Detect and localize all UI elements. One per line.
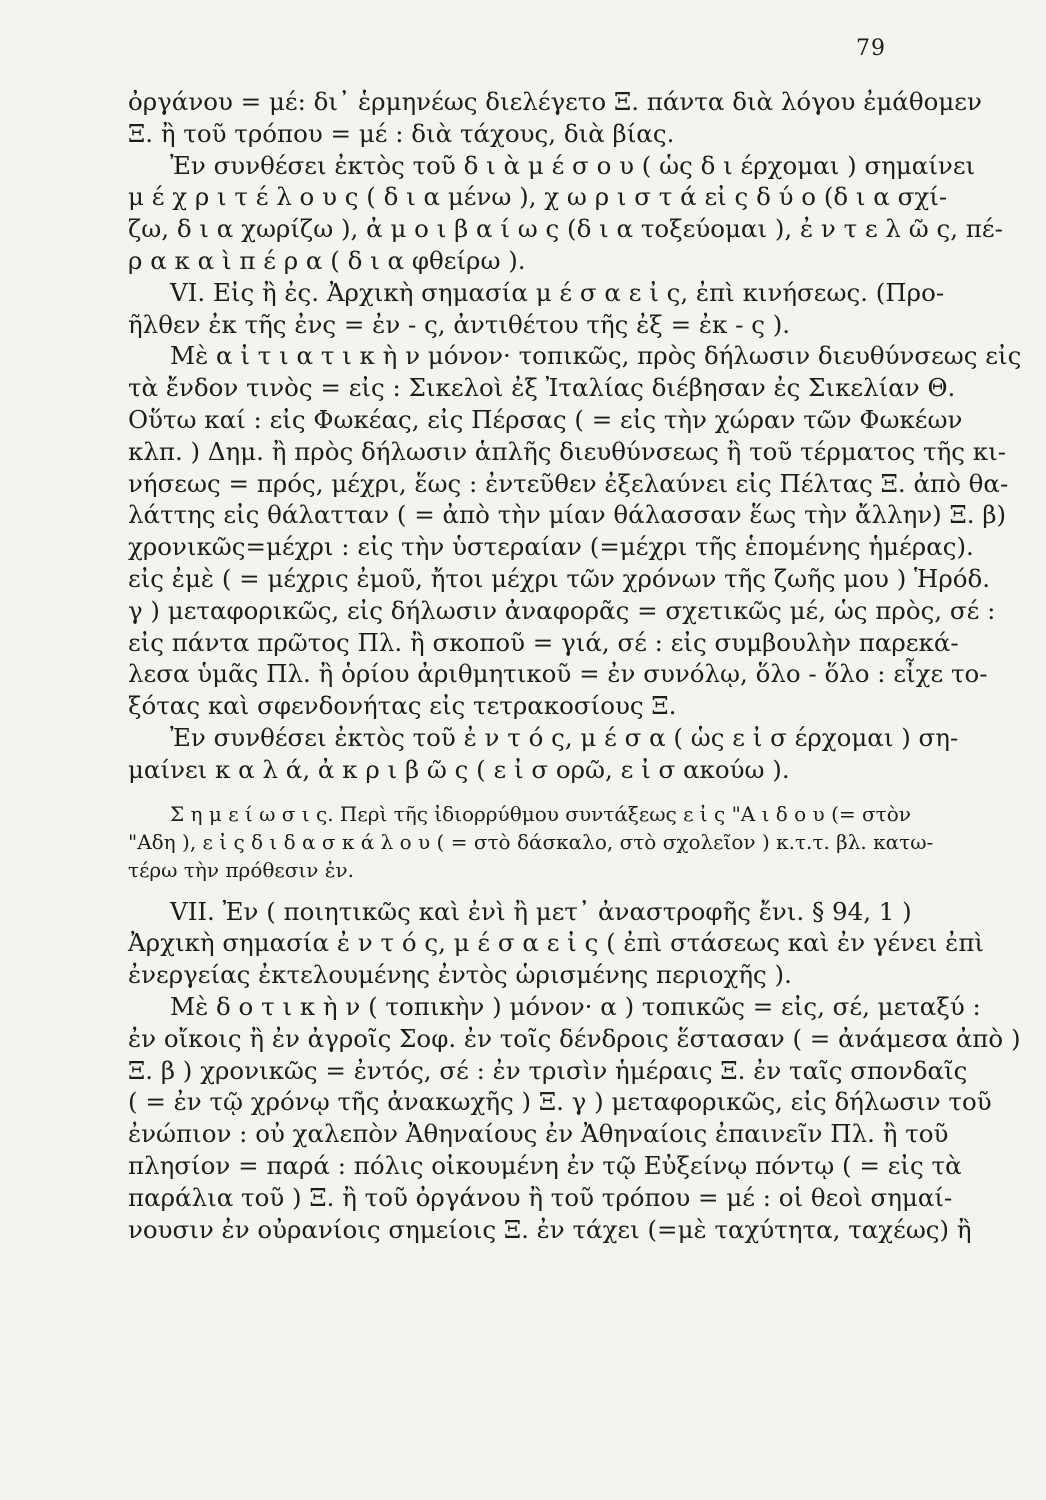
text-line: εἰς ἐμὲ ( = μέχρις ἐμοῦ, ἤτοι μέχρι τῶν χρόνων τῆς ζωῆς μου ) Ἡρόδ. <box>128 563 991 593</box>
text-line: γ ) μεταφορικῶς, εἰς δήλωσιν ἀναφορᾶς = σχετικῶς μέ, ὡς πρὸς, σέ : <box>128 595 996 625</box>
text-line: Οὕτω καί : εἰς Φωκέας, εἰς Πέρσας ( = εἰς τὴν χώραν τῶν Φωκέων <box>128 404 963 434</box>
text-line: ζω, δ ι α χωρίζω ), ἀ μ ο ι β α ί ω ς (δ ι α τοξεύομαι ), ἐ ν τ ε λ ῶ ς, πέ- <box>128 214 1003 244</box>
text-line: χρονικῶς=μέχρι : εἰς τὴν ὑστεραίαν (=μέχρι τῆς ἑπομένης ἡμέρας). <box>128 532 974 562</box>
text-line: νουσιν ἐν οὐρανίοις σημείοις Ξ. ἐν τάχει (=μὲ ταχύτητα, ταχέως) ἢ <box>128 1214 972 1244</box>
text-line: κλπ. ) Δημ. ἢ πρὸς δήλωσιν ἁπλῆς διευθύνσεως ἢ τοῦ τέρματος τῆς κι- <box>128 436 1006 466</box>
text-line: VII. Ἐν ( ποιητικῶς καὶ ἐνὶ ἢ μετ᾿ ἀναστροφῆς ἔνι. § 94, 1 ) <box>170 896 912 926</box>
text-line: VI. Εἰς ἢ ἐς. Ἀρχικὴ σημασία μ έ σ α ε ἰ ς, ἐπὶ κινήσεως. (Προ- <box>170 277 945 307</box>
text-line: Ἐν συνθέσει ἐκτὸς τοῦ δ ι ὰ μ έ σ ο υ ( ὡς δ ι έρχομαι ) σημαίνει <box>170 150 976 180</box>
text-line: λάττης εἰς θάλατταν ( = ἀπὸ τὴν μίαν θάλασσαν ἕως τὴν ἄλλην) Ξ. β) <box>128 500 1007 530</box>
text-line: ἐνεργείας ἐκτελουμένης ἐντὸς ὡρισμένης περιοχῆς ). <box>128 960 792 990</box>
note-line: Σ η μ ε ί ω σ ι ς. Περὶ τῆς ἰδιορρύθμου συντάξεως ε ἰ ς "Α ι δ ο υ (= στὸν <box>170 801 911 826</box>
text-line: μαίνει κ α λ ά, ἀ κ ρ ι β ῶ ς ( ε ἰ σ ορῶ, ε ἰ σ ακούω ). <box>128 754 790 784</box>
note-line: τέρω τὴν πρόθεσιν ἐν. <box>128 857 355 882</box>
section-heading-paragraph <box>128 896 985 991</box>
paragraph <box>128 150 1003 277</box>
text-line: Ξ. β ) χρονικῶς = ἐντός, σέ : ἐν τρισὶν ἡμέραις Ξ. ἐν ταῖς σπονδαῖς <box>128 1055 968 1085</box>
page-number: 79 <box>856 36 886 61</box>
section-heading-paragraph <box>128 277 945 341</box>
text-line: ρ α κ α ὶ π έ ρ α ( δ ι α φθείρω ). <box>128 245 526 275</box>
text-line: Μὲ α ἰ τ ι α τ ι κ ὴ ν μόνον· τοπικῶς, πρὸς δήλωσιν διευθύνσεως εἰς <box>170 341 1022 371</box>
text-line: ξότας καὶ σφενδονήτας εἰς τετρακοσίους Ξ. <box>128 691 677 721</box>
text-line: ὀργάνου = μέ: δι᾿ ἑρμηνέως διελέγετο Ξ. πάντα διὰ λόγου ἐμάθομεν <box>128 87 982 116</box>
text-line: Ἀρχικὴ σημασία ἐ ν τ ό ς, μ έ σ α ε ἰ ς ( ἐπὶ στάσεως καὶ ἐν γένει ἐπὶ <box>128 928 985 958</box>
text-line: ἐνώπιον : οὐ χαλεπὸν Ἀθηναίους ἐν Ἀθηναίοις ἐπαινεῖν Πλ. ἢ τοῦ <box>128 1119 949 1149</box>
text-line: νήσεως = πρός, μέχρι, ἕως : ἐντεῦθεν ἐξελαύνει εἰς Πέλτας Ξ. ἀπὸ θα- <box>128 468 1009 498</box>
text-line: τὰ ἔνδον τινὸς = εἰς : Σικελοὶ ἐξ Ἰταλίας διέβησαν ἐς Σικελίαν Θ. <box>128 373 956 403</box>
note-paragraph <box>128 800 934 884</box>
text-line: Ξ. ἢ τοῦ τρόπου = μέ : διὰ τάχους, διὰ βίας. <box>128 118 675 148</box>
paragraph <box>128 722 959 786</box>
note-line: "Αδη ), ε ἰ ς δ ι δ α σ κ ά λ ο υ ( = στὸ δάσκαλο, στὸ σχολεῖον ) κ.τ.τ. βλ. κατω- <box>128 829 934 854</box>
text-line: Μὲ δ ο τ ι κ ὴ ν ( τοπικὴν ) μόνον· α ) τοπικῶς = εἰς, σέ, μεταξύ : <box>170 991 981 1021</box>
paragraph <box>128 991 1021 1245</box>
text-line: Ἐν συνθέσει ἐκτὸς τοῦ ἐ ν τ ό ς, μ έ σ α ( ὡς ε ἰ σ έρχομαι ) ση- <box>170 722 959 752</box>
text-line: ( = ἐν τῷ χρόνῳ τῆς ἀνακωχῆς ) Ξ. γ ) μεταφορικῶς, εἰς δήλωσιν τοῦ <box>128 1087 992 1117</box>
paragraph <box>128 340 1022 722</box>
text-column <box>128 86 1022 1245</box>
text-line: εἰς πάντα πρῶτος Πλ. ἢ σκοποῦ = γιά, σέ : εἰς συμβουλὴν παρεκά- <box>128 627 959 657</box>
text-line: λεσα ὑμᾶς Πλ. ἢ ὁρίου ἀριθμητικοῦ = ἐν συνόλῳ, ὅλο - ὅλο : εἶχε το- <box>128 659 988 689</box>
text-line: παράλια τοῦ ) Ξ. ἢ τοῦ ὀργάνου ἢ τοῦ τρόπου = μέ : οἱ θεοὶ σημαί- <box>128 1182 953 1212</box>
text-line: ῆλθεν ἐκ τῆς ἐνς = ἐν - ς, ἀντιθέτου τῆς ἐξ = ἐκ - ς ). <box>128 309 791 339</box>
text-line: πλησίον = παρά : πόλις οἰκουμένη ἐν τῷ Εὐξείνῳ πόντῳ ( = εἰς τὰ <box>128 1150 962 1180</box>
text-line: μ έ χ ρ ι τ έ λ ο υ ς ( δ ι α μένω ), χ ω ρ ι σ τ ά εἰ ς δ ύ ο (δ ι α σχί- <box>128 182 948 212</box>
paragraph <box>128 86 982 150</box>
text-line: ἐν οἴκοις ἢ ἐν ἀγροῖς Σοφ. ἐν τοῖς δένδροις ἕστασαν ( = ἀνάμεσα ἀπὸ ) <box>128 1023 1021 1053</box>
